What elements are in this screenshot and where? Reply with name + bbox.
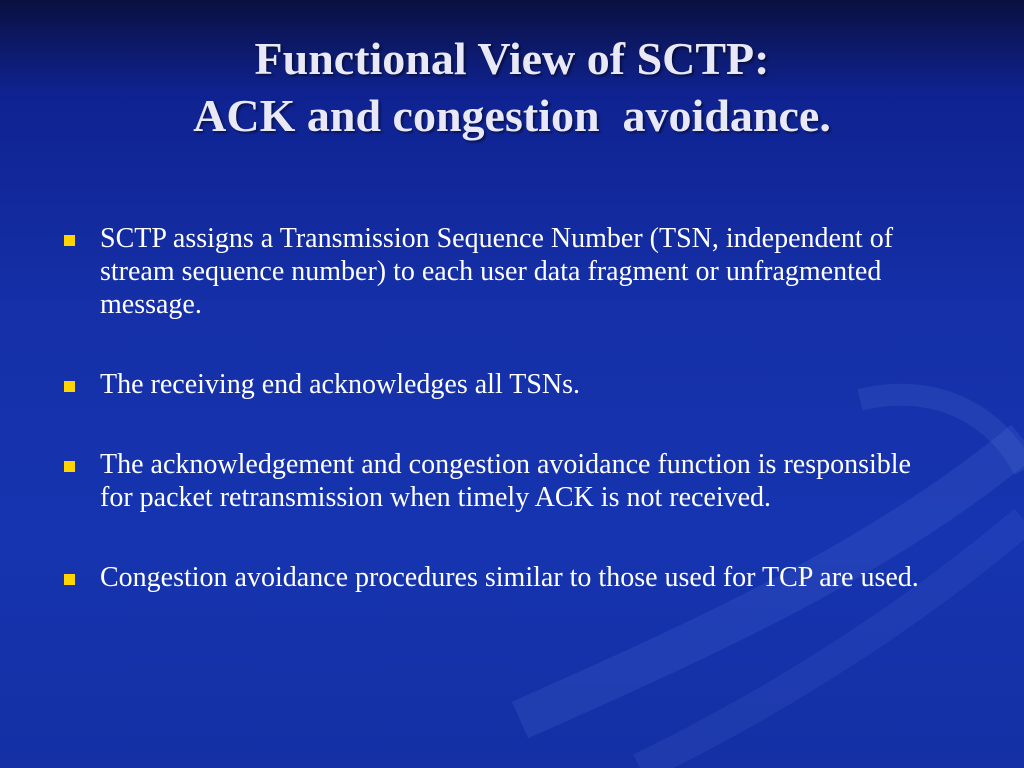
bullet-text: The receiving end acknowledges all TSNs. — [100, 369, 581, 400]
bullet-item — [62, 222, 942, 321]
bullet-square-icon — [64, 574, 75, 585]
bullet-text: The acknowledgement and congestion avoidance function is responsible for packet retransmission when timely ACK is not received. — [100, 449, 911, 513]
bullet-square-icon — [64, 381, 75, 392]
bullet-text: SCTP assigns a Transmission Sequence Number (TSN, independent of stream sequence number) to each user data fragment or unfragmented message. — [100, 223, 894, 320]
bullet-text: Congestion avoidance procedures similar to those used for TCP are used. — [100, 562, 919, 593]
bullet-list — [62, 222, 942, 641]
slide-title-line-1: Functional View of SCTP: — [254, 33, 770, 84]
bullet-item — [62, 448, 942, 514]
bullet-square-icon — [64, 235, 75, 246]
bullet-item — [62, 561, 942, 594]
bullet-item — [62, 368, 942, 401]
slide-title-line-2: ACK and congestion avoidance. — [193, 90, 831, 141]
slide-title — [40, 30, 984, 144]
bullet-square-icon — [64, 461, 75, 472]
